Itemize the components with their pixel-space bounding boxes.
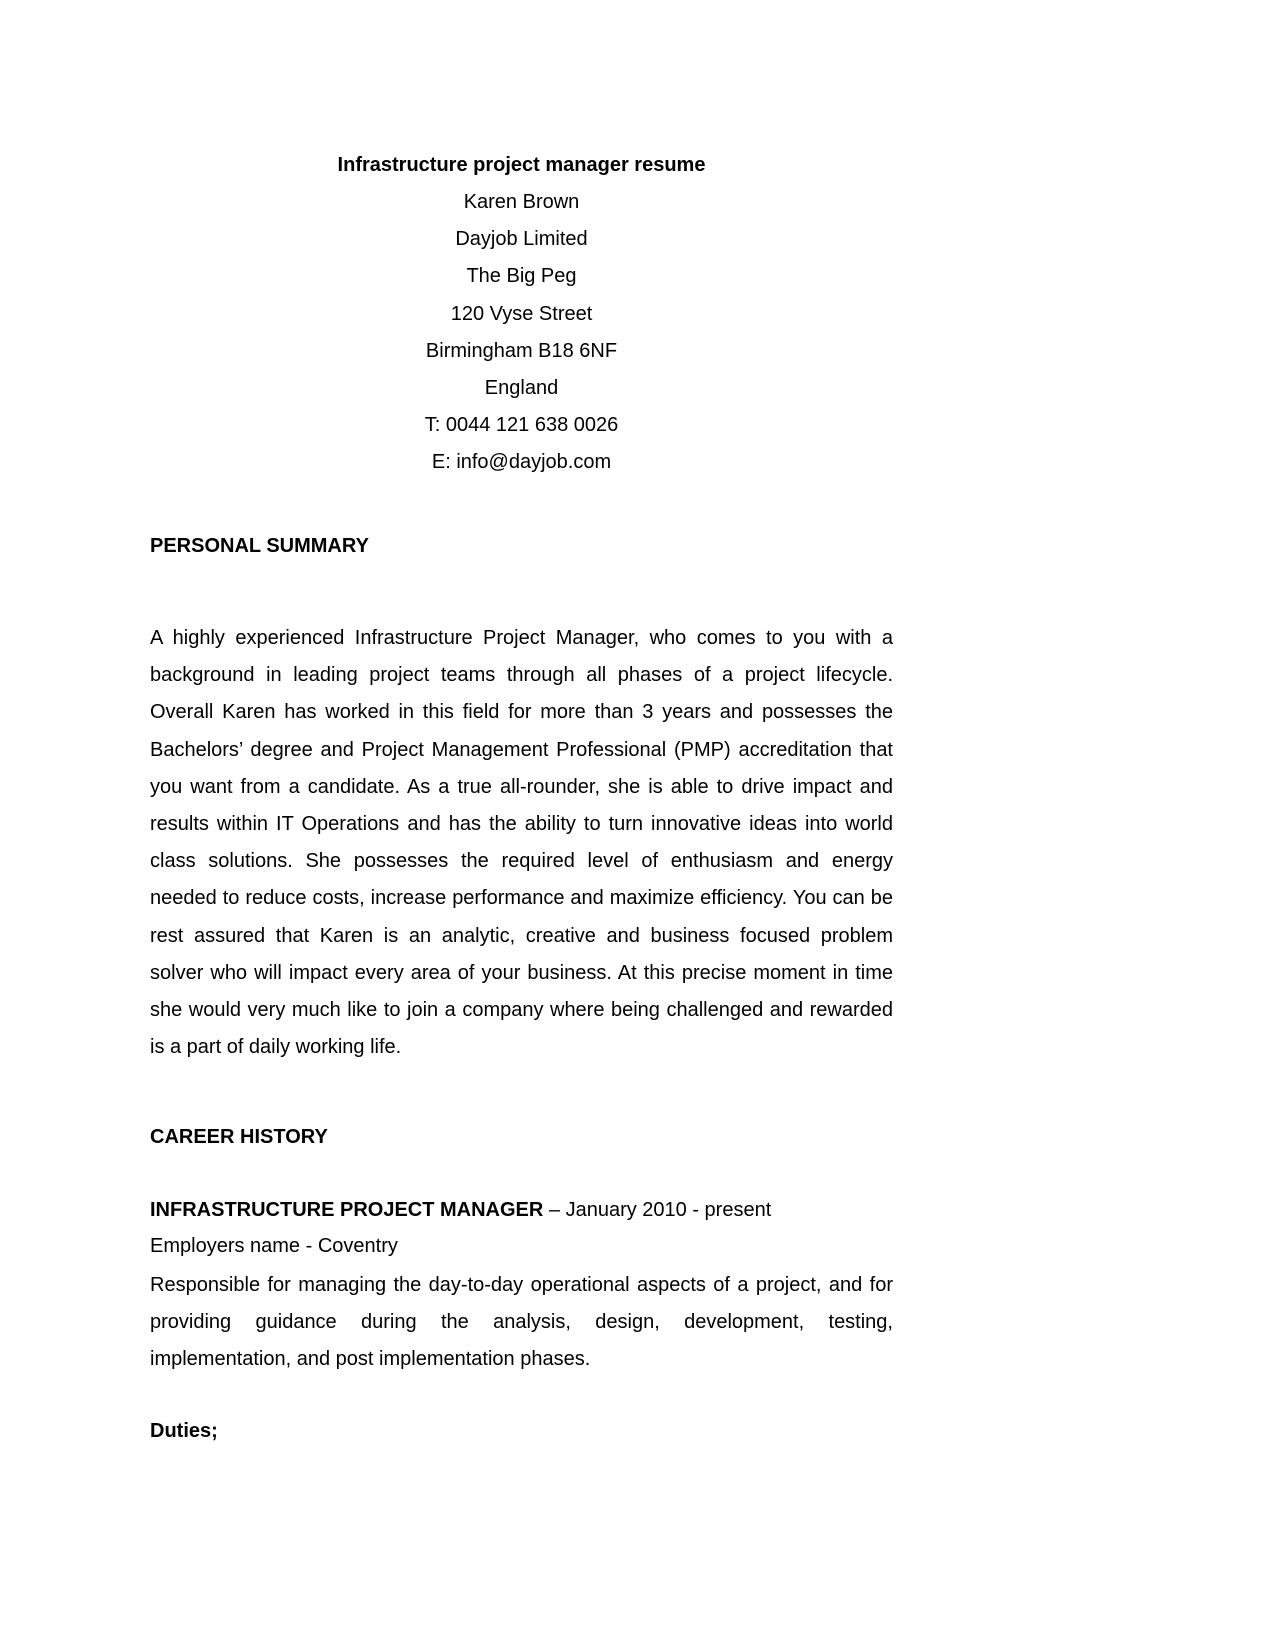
email-address: E: info@dayjob.com: [431, 451, 612, 474]
phone-number: T: 0044 121 638 0026: [424, 414, 619, 437]
address-country: England: [484, 377, 559, 400]
address-building: The Big Peg: [466, 265, 577, 288]
contact-header: [150, 147, 893, 482]
personal-summary-heading: PERSONAL SUMMARY: [150, 535, 369, 557]
candidate-name: Karen Brown: [463, 191, 580, 213]
career-history-heading: CAREER HISTORY: [150, 1126, 328, 1148]
address-city: Birmingham B18 6NF: [425, 339, 618, 362]
document-title: Infrastructure project manager resume: [337, 154, 706, 176]
duties-heading: Duties;: [150, 1420, 218, 1442]
job-title: INFRASTRUCTURE PROJECT MANAGER: [150, 1199, 544, 1221]
job-heading-line: [150, 1196, 771, 1224]
employer-name: Employers name - Coventry: [150, 1235, 398, 1257]
personal-summary-text: A highly experienced Infrastructure Project Manager, who comes to you with a background in leading project teams through all phases of a project lifecycle. Overall Karen has worked in this field for more than 3 years and possesses the Bachelors’ degree and Project Management Professional (PMP) accreditation that you want from a candidate. As a true all-rounder, she is able to drive impact and results within IT Operations and has the ability to turn innovative ideas into world class solutions. She possesses the required level of enthusiasm and energy needed to reduce costs, increase performance and maximize efficiency. You can be rest assured that Karen is an analytic, creative and business focused problem solver who will impact every area of your business. At this precise moment in time she would very much like to join a company where being challenged and rewarded is a part of daily working life.: [150, 627, 893, 1059]
company-name: Dayjob Limited: [455, 228, 588, 251]
job-dates: – January 2010 - present: [543, 1199, 772, 1221]
job-description: Responsible for managing the day-to-day operational aspects of a project, and for providing guidance during the analysis, design, development, testing, implementation, and post implementation phases.: [150, 1274, 893, 1371]
address-street: 120 Vyse Street: [450, 302, 593, 325]
